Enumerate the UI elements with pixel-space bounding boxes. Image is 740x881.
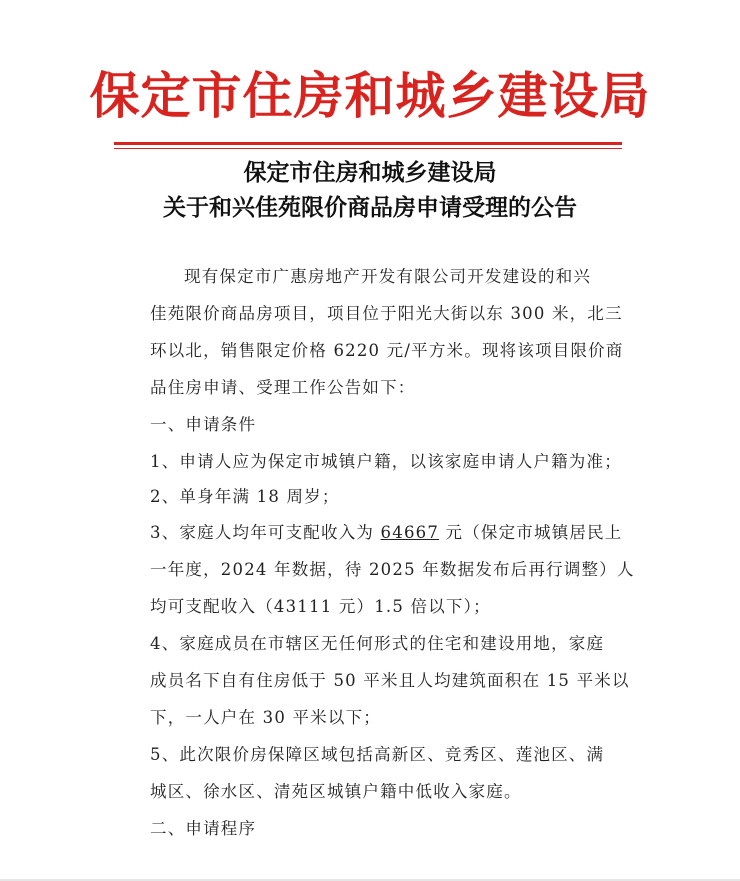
paragraph-line: 环以北，销售限定价格 6220 元/平方米。现将该项目限价商 — [150, 341, 624, 360]
paragraph-line: 品住房申请、受理工作公告如下： — [150, 378, 416, 397]
condition-item: 均可支配收入（43111 元）1.5 倍以下）； — [150, 597, 491, 616]
condition-item: 4、家庭成员在市辖区无任何形式的住宅和建设用地，家庭 — [150, 634, 605, 653]
condition-text: 元（保定市城镇居民上 — [439, 523, 623, 542]
condition-item: 下，一人户在 30 平米以下； — [150, 708, 381, 727]
paragraph-line: 现有保定市广惠房地产开发有限公司开发建设的和兴 — [184, 267, 592, 286]
condition-item: 5、此次限价房保障区域包括高新区、竞秀区、莲池区、满 — [150, 745, 605, 764]
condition-item: 一年度，2024 年数据，待 2025 年数据发布后再行调整）人 — [150, 560, 635, 579]
section-heading: 一、申请条件 — [150, 415, 257, 434]
notice-title-line-1: 保定市住房和城乡建设局 — [243, 159, 497, 186]
masthead-title: 保定市住房和城乡建设局 — [89, 66, 651, 125]
income-threshold-value: 64667 — [380, 523, 440, 542]
condition-item: 1、申请人应为保定市城镇户籍，以该家庭申请人户籍为准； — [150, 452, 622, 471]
notice-title-line-2: 关于和兴佳苑限价商品房申请受理的公告 — [163, 194, 577, 221]
paragraph-line: 佳苑限价商品房项目，项目位于阳光大街以东 300 米，北三 — [150, 304, 623, 323]
condition-item: 城区、徐水区、清苑区城镇户籍中低收入家庭。 — [150, 782, 522, 801]
condition-item — [150, 521, 623, 545]
condition-item: 2、单身年满 18 周岁； — [150, 487, 340, 506]
masthead-rule-thick — [114, 142, 622, 145]
section-heading: 二、申请程序 — [150, 819, 257, 838]
condition-text: 3、家庭人均年可支配收入为 — [150, 523, 381, 542]
condition-item: 成员名下自有住房低于 50 平米且人均建筑面积在 15 平米以 — [150, 671, 630, 690]
masthead-rule-thin — [114, 148, 622, 149]
